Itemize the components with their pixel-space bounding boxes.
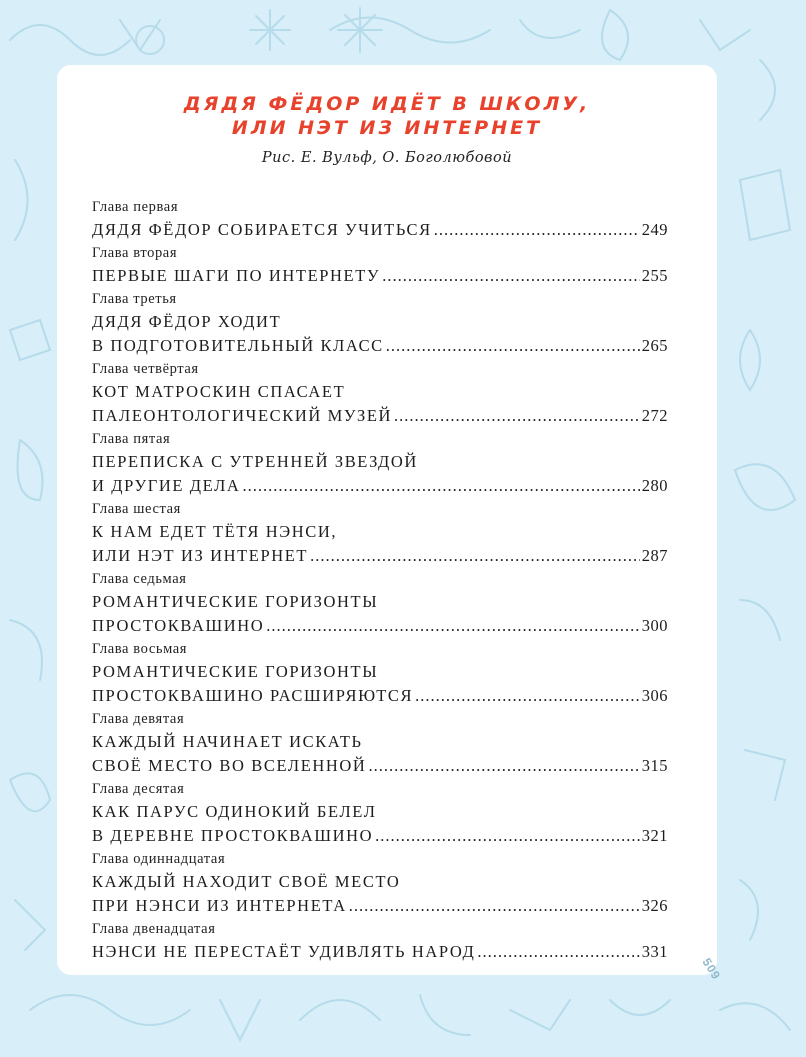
- dot-leader: [349, 894, 640, 918]
- chapter-title-text: ПАЛЕОНТОЛОГИЧЕСКИЙ МУЗЕЙ: [92, 406, 393, 425]
- book-title-line-2: ИЛИ НЭТ ИЗ ИНТЕРНЕТ: [231, 117, 543, 139]
- chapter-title-row: [92, 264, 668, 288]
- toc-entry: [92, 708, 668, 778]
- chapter-page-number: 255: [641, 266, 668, 285]
- chapter-number-label: Глава седьмая: [92, 571, 187, 587]
- chapter-title-row: [92, 684, 668, 708]
- chapter-title-line: К НАМ ЕДЕТ ТЁТЯ НЭНСИ,: [92, 522, 338, 541]
- dot-leader: [386, 334, 640, 358]
- toc-entry: [92, 358, 668, 428]
- dot-leader: [477, 940, 639, 964]
- toc-entry: [92, 568, 668, 638]
- dot-leader: [368, 754, 639, 778]
- chapter-number-label: Глава одиннадцатая: [92, 851, 226, 867]
- chapter-number-label: Глава шестая: [92, 501, 181, 517]
- chapter-title-text: И ДРУГИЕ ДЕЛА: [92, 476, 241, 495]
- chapter-page-number: 280: [641, 476, 668, 495]
- chapter-title-text: ПРИ НЭНСИ ИЗ ИНТЕРНЕТА: [92, 896, 347, 915]
- chapter-title-text: В ПОДГОТОВИТЕЛЬНЫЙ КЛАСС: [92, 336, 384, 355]
- chapter-number-label: Глава первая: [92, 199, 179, 215]
- book-title-line-1: ДЯДЯ ФЁДОР ИДЁТ В ШКОЛУ,: [183, 93, 591, 115]
- chapter-title-line: КОТ МАТРОСКИН СПАСАЕТ: [92, 382, 346, 401]
- chapter-page-number: 315: [641, 756, 668, 775]
- dot-leader: [375, 824, 640, 848]
- dot-leader: [310, 544, 640, 568]
- chapter-title-row: [92, 544, 668, 568]
- toc-entry: [92, 428, 668, 498]
- chapter-title-line: ДЯДЯ ФЁДОР ХОДИТ: [92, 312, 282, 331]
- chapter-title-text: ПРОСТОКВАШИНО: [92, 616, 265, 635]
- chapter-number-label: Глава десятая: [92, 781, 185, 797]
- chapter-page-number: 300: [641, 616, 668, 635]
- chapter-title-row: [92, 218, 668, 242]
- chapter-title-text: ПЕРВЫЕ ШАГИ ПО ИНТЕРНЕТУ: [92, 266, 381, 285]
- page-number: 509: [699, 955, 724, 983]
- chapter-number-label: Глава двенадцатая: [92, 921, 216, 937]
- chapter-title-line: РОМАНТИЧЕСКИЕ ГОРИЗОНТЫ: [92, 592, 379, 611]
- chapter-title-line: КАЖДЫЙ НАХОДИТ СВОЁ МЕСТО: [92, 872, 401, 891]
- chapter-title-row: [92, 940, 668, 964]
- toc-entry: [92, 848, 668, 918]
- toc-entry: [92, 778, 668, 848]
- chapter-title-line: РОМАНТИЧЕСКИЕ ГОРИЗОНТЫ: [92, 662, 379, 681]
- toc-entry: [92, 918, 668, 964]
- dot-leader: [394, 404, 640, 428]
- content-panel: [57, 65, 717, 975]
- chapter-title-row: [92, 334, 668, 358]
- toc-entry: [92, 196, 668, 242]
- dot-leader: [266, 614, 639, 638]
- chapter-page-number: 287: [641, 546, 668, 565]
- chapter-title-line: КАЖДЫЙ НАЧИНАЕТ ИСКАТЬ: [92, 732, 363, 751]
- chapter-title-text: ПРОСТОКВАШИНО РАСШИРЯЮТСЯ: [92, 686, 414, 705]
- chapter-number-label: Глава девятая: [92, 711, 185, 727]
- toc-entry: [92, 242, 668, 288]
- chapter-page-number: 272: [641, 406, 668, 425]
- book-title: [57, 92, 717, 140]
- chapter-page-number: 331: [641, 942, 668, 961]
- chapter-title-row: [92, 824, 668, 848]
- chapter-title-row: [92, 614, 668, 638]
- chapter-title-text: СВОЁ МЕСТО ВО ВСЕЛЕННОЙ: [92, 756, 367, 775]
- chapter-page-number: 249: [641, 220, 668, 239]
- chapter-title-line: КАК ПАРУС ОДИНОКИЙ БЕЛЕЛ: [92, 802, 377, 821]
- chapter-page-number: 306: [641, 686, 668, 705]
- chapter-number-label: Глава четвёртая: [92, 361, 199, 377]
- dot-leader: [415, 684, 640, 708]
- dot-leader: [382, 264, 640, 288]
- chapter-title-line: ПЕРЕПИСКА С УТРЕННЕЙ ЗВЕЗДОЙ: [92, 452, 418, 471]
- chapter-page-number: 265: [641, 336, 668, 355]
- toc-entry: [92, 288, 668, 358]
- chapter-page-number: 326: [641, 896, 668, 915]
- toc-entry: [92, 638, 668, 708]
- chapter-number-label: Глава третья: [92, 291, 177, 307]
- chapter-title-row: [92, 894, 668, 918]
- chapter-number-label: Глава пятая: [92, 431, 171, 447]
- chapter-title-text: НЭНСИ НЕ ПЕРЕСТАЁТ УДИВЛЯТЬ НАРОД: [92, 942, 476, 961]
- dot-leader: [242, 474, 639, 498]
- illustrator-credit: Рис. Е. Вульф, О. Боголюбовой: [261, 150, 513, 166]
- chapter-title-text: ИЛИ НЭТ ИЗ ИНТЕРНЕТ: [92, 546, 309, 565]
- table-of-contents: [92, 196, 668, 964]
- chapter-title-text: ДЯДЯ ФЁДОР СОБИРАЕТСЯ УЧИТЬСЯ: [92, 220, 432, 239]
- chapter-title-row: [92, 474, 668, 498]
- chapter-number-label: Глава вторая: [92, 245, 178, 261]
- toc-entry: [92, 498, 668, 568]
- chapter-number-label: Глава восьмая: [92, 641, 188, 657]
- chapter-page-number: 321: [641, 826, 668, 845]
- dot-leader: [434, 218, 640, 242]
- chapter-title-text: В ДЕРЕВНЕ ПРОСТОКВАШИНО: [92, 826, 374, 845]
- chapter-title-row: [92, 404, 668, 428]
- chapter-title-row: [92, 754, 668, 778]
